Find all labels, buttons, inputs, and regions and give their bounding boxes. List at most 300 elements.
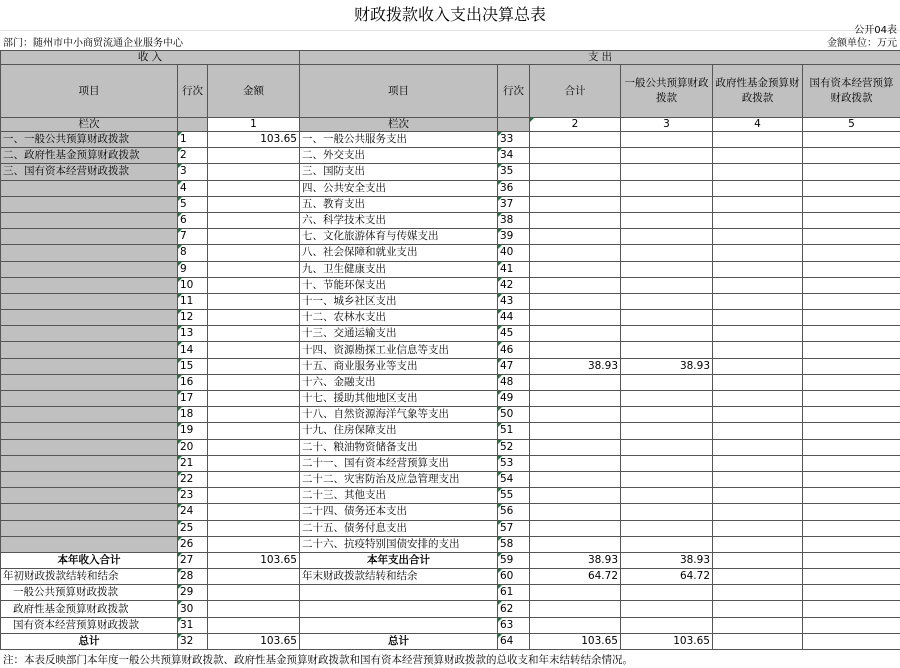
income-rowno-cell[interactable]: 13 [178,326,208,342]
state-capital-cell[interactable] [803,601,900,617]
general-budget-cell[interactable] [621,617,713,633]
income-item-cell[interactable] [1,488,178,504]
income-rowno-cell[interactable]: 22 [178,471,208,487]
expense-summary-item[interactable] [300,601,498,617]
gov-fund-cell[interactable] [713,455,803,471]
expense-item-cell[interactable]: 八、社会保障和就业支出 [300,245,498,261]
income-rowno-cell[interactable]: 1 [178,132,208,148]
expense-summary-item[interactable] [300,585,498,601]
total-cell[interactable] [530,132,621,148]
total-header: 合计 [530,65,621,118]
income-rowno-cell[interactable]: 6 [178,212,208,228]
general-budget-cell[interactable] [621,601,713,617]
income-rowno-cell[interactable]: 9 [178,261,208,277]
income-rowno-cell[interactable]: 15 [178,358,208,374]
income-rowno-cell[interactable]: 16 [178,374,208,390]
expense-item-cell[interactable]: 十一、城乡社区支出 [300,293,498,309]
expense-rowno-cell[interactable]: 63 [498,617,530,633]
expense-rowno-cell[interactable]: 34 [498,148,530,164]
income-rowno-cell[interactable]: 12 [178,310,208,326]
gov-fund-cell[interactable] [713,229,803,245]
income-amount-cell[interactable] [208,617,300,633]
income-item-cell[interactable] [1,212,178,228]
state-capital-cell[interactable] [803,471,900,487]
gov-fund-cell[interactable] [713,180,803,196]
state-capital-cell[interactable] [803,488,900,504]
expense-rowno-cell[interactable]: 48 [498,374,530,390]
expense-rowno-cell[interactable]: 51 [498,423,530,439]
expense-rowno-cell[interactable]: 35 [498,164,530,180]
expense-item-cell[interactable]: 四、公共安全支出 [300,180,498,196]
state-capital-cell[interactable] [803,407,900,423]
expense-item-cell[interactable]: 十三、交通运输支出 [300,326,498,342]
gov-fund-cell[interactable] [713,132,803,148]
gov-fund-cell[interactable] [713,488,803,504]
gov-fund-cell[interactable] [713,212,803,228]
income-item-cell[interactable]: 三、国有资本经营财政拨款 [1,164,178,180]
gov-fund-cell[interactable] [713,342,803,358]
gov-fund-cell[interactable] [713,196,803,212]
income-rowno-cell[interactable]: 30 [178,601,208,617]
general-budget-cell[interactable] [621,455,713,471]
expense-item-cell[interactable]: 五、教育支出 [300,196,498,212]
income-rowno-cell[interactable]: 25 [178,520,208,536]
general-budget-cell[interactable] [621,326,713,342]
expense-rowno-cell[interactable]: 53 [498,455,530,471]
gov-fund-cell[interactable] [713,391,803,407]
income-item-cell[interactable] [1,342,178,358]
general-budget-cell[interactable] [621,212,713,228]
col-label-expense: 栏次 [300,118,498,132]
expense-item-cell[interactable]: 九、卫生健康支出 [300,261,498,277]
general-budget-cell[interactable] [621,439,713,455]
state-capital-cell[interactable] [803,633,900,649]
general-budget-cell[interactable] [621,504,713,520]
expense-summary-item[interactable]: 总计 [300,633,498,649]
income-item-cell[interactable] [1,471,178,487]
gov-fund-cell[interactable] [713,536,803,552]
income-amount-cell[interactable]: 103.65 [208,633,300,649]
state-capital-cell[interactable] [803,617,900,633]
expense-rowno-cell[interactable]: 50 [498,407,530,423]
income-item-cell[interactable] [1,407,178,423]
income-amount-cell[interactable] [208,569,300,585]
expense-item-cell[interactable]: 一、一般公共服务支出 [300,132,498,148]
income-amount-cell[interactable] [208,164,300,180]
gov-fund-cell[interactable] [713,407,803,423]
gov-fund-cell[interactable] [713,148,803,164]
income-item-cell[interactable] [1,196,178,212]
state-capital-cell[interactable] [803,148,900,164]
general-budget-cell[interactable] [621,261,713,277]
expense-rowno-cell[interactable]: 56 [498,504,530,520]
expense-rowno-cell[interactable]: 47 [498,358,530,374]
income-amount-cell[interactable] [208,245,300,261]
table-row [1,310,900,326]
gov-fund-cell[interactable] [713,504,803,520]
expense-item-cell[interactable]: 十五、商业服务业等支出 [300,358,498,374]
income-amount-cell[interactable] [208,455,300,471]
expense-rowno-cell[interactable]: 38 [498,212,530,228]
expense-item-cell[interactable]: 二十六、抗疫特别国债安排的支出 [300,536,498,552]
income-item-cell[interactable] [1,504,178,520]
income-rowno-cell[interactable]: 24 [178,504,208,520]
income-rowno-cell[interactable]: 4 [178,180,208,196]
income-amount-cell[interactable] [208,471,300,487]
gov-fund-cell[interactable] [713,277,803,293]
gov-fund-cell[interactable] [713,245,803,261]
income-item-cell[interactable] [1,229,178,245]
income-rowno-cell[interactable]: 17 [178,391,208,407]
expense-rowno-cell[interactable]: 43 [498,293,530,309]
expense-item-cell[interactable]: 二十一、国有资本经营预算支出 [300,455,498,471]
income-amount-cell[interactable] [208,439,300,455]
general-budget-cell[interactable] [621,277,713,293]
income-item-cell[interactable] [1,326,178,342]
expense-rowno-cell[interactable]: 46 [498,342,530,358]
general-budget-cell[interactable] [621,391,713,407]
expense-rowno-cell[interactable]: 55 [498,488,530,504]
expense-summary-item[interactable]: 年末财政拨款结转和结余 [300,569,498,585]
total-cell[interactable] [530,423,621,439]
gov-fund-cell[interactable] [713,585,803,601]
state-capital-cell[interactable] [803,552,900,568]
general-budget-cell[interactable] [621,374,713,390]
state-capital-cell[interactable] [803,391,900,407]
total-cell[interactable] [530,504,621,520]
income-rowno-cell[interactable]: 11 [178,293,208,309]
table-row [1,132,900,148]
income-item-cell[interactable] [1,455,178,471]
expense-item-cell[interactable]: 二十、粮油物资储备支出 [300,439,498,455]
expense-rowno-cell[interactable]: 62 [498,601,530,617]
income-rowno-cell[interactable]: 2 [178,148,208,164]
general-budget-cell[interactable] [621,293,713,309]
expense-item-cell[interactable]: 二十二、灾害防治及应急管理支出 [300,471,498,487]
expense-rowno-cell[interactable]: 59 [498,552,530,568]
income-item-cell[interactable] [1,261,178,277]
state-capital-cell[interactable] [803,585,900,601]
expense-rowno-cell[interactable]: 61 [498,585,530,601]
income-amount-cell[interactable] [208,342,300,358]
gov-fund-cell[interactable] [713,633,803,649]
income-rowno-header: 行次 [178,65,208,118]
gov-fund-cell[interactable] [713,310,803,326]
gov-fund-cell[interactable] [713,569,803,585]
income-item-cell[interactable] [1,180,178,196]
income-summary-item[interactable]: 国有资本经营预算财政拨款 [1,617,178,633]
general-budget-cell[interactable] [621,471,713,487]
income-rowno-cell[interactable]: 31 [178,617,208,633]
expense-item-cell[interactable]: 二、外交支出 [300,148,498,164]
income-rowno-cell[interactable]: 8 [178,245,208,261]
state-capital-cell[interactable] [803,293,900,309]
income-amount-cell[interactable] [208,148,300,164]
table-row [1,212,900,228]
general-budget-cell[interactable] [621,148,713,164]
income-amount-cell[interactable] [208,212,300,228]
expense-item-cell[interactable]: 十四、资源勘探工业信息等支出 [300,342,498,358]
expense-rowno-cell[interactable]: 44 [498,310,530,326]
gov-fund-cell[interactable] [713,601,803,617]
income-rowno-cell[interactable]: 29 [178,585,208,601]
total-cell[interactable] [530,229,621,245]
income-item-cell[interactable] [1,293,178,309]
income-summary-item[interactable]: 年初财政拨款结转和结余 [1,569,178,585]
income-rowno-cell[interactable]: 14 [178,342,208,358]
income-amount-cell[interactable] [208,310,300,326]
state-capital-cell[interactable] [803,374,900,390]
income-amount-cell[interactable] [208,391,300,407]
income-summary-item[interactable]: 本年收入合计 [1,552,178,568]
income-rowno-cell[interactable]: 19 [178,423,208,439]
total-cell[interactable]: 38.93 [530,358,621,374]
total-cell[interactable] [530,407,621,423]
expense-rowno-cell[interactable]: 39 [498,229,530,245]
state-capital-cell[interactable] [803,504,900,520]
gov-fund-cell[interactable] [713,326,803,342]
state-capital-cell[interactable] [803,310,900,326]
state-capital-cell[interactable] [803,358,900,374]
income-amount-cell[interactable] [208,407,300,423]
general-budget-cell[interactable] [621,585,713,601]
state-capital-cell[interactable] [803,261,900,277]
income-rowno-cell[interactable]: 28 [178,569,208,585]
gov-fund-cell[interactable] [713,164,803,180]
total-cell[interactable] [530,293,621,309]
income-item-cell[interactable] [1,520,178,536]
expense-rowno-cell[interactable]: 52 [498,439,530,455]
expense-item-cell[interactable]: 十九、住房保障支出 [300,423,498,439]
income-item-cell[interactable] [1,245,178,261]
income-amount-cell[interactable] [208,358,300,374]
state-capital-cell[interactable] [803,536,900,552]
income-item-cell[interactable] [1,277,178,293]
gov-fund-cell[interactable] [713,374,803,390]
income-amount-cell[interactable] [208,229,300,245]
general-budget-cell[interactable] [621,488,713,504]
gov-fund-cell[interactable] [713,293,803,309]
expense-summary-item[interactable] [300,617,498,633]
income-item-cell[interactable] [1,439,178,455]
income-amount-cell[interactable] [208,293,300,309]
total-cell[interactable] [530,326,621,342]
total-cell[interactable] [530,585,621,601]
expense-rowno-cell[interactable]: 37 [498,196,530,212]
total-cell[interactable] [530,391,621,407]
gov-fund-cell[interactable] [713,358,803,374]
expense-item-cell[interactable]: 三、国防支出 [300,164,498,180]
income-rowno-cell[interactable]: 3 [178,164,208,180]
general-budget-cell[interactable] [621,310,713,326]
state-capital-cell[interactable] [803,180,900,196]
general-budget-cell[interactable] [621,132,713,148]
expense-item-cell[interactable]: 二十四、债务还本支出 [300,504,498,520]
expense-rowno-cell[interactable]: 36 [498,180,530,196]
total-cell[interactable]: 64.72 [530,569,621,585]
total-cell[interactable] [530,520,621,536]
total-cell[interactable] [530,536,621,552]
expense-item-cell[interactable]: 十八、自然资源海洋气象等支出 [300,407,498,423]
total-cell[interactable] [530,277,621,293]
form-code: 公开04表 [854,25,897,36]
expense-summary-item[interactable]: 本年支出合计 [300,552,498,568]
income-rowno-cell[interactable]: 7 [178,229,208,245]
total-cell[interactable] [530,148,621,164]
total-cell[interactable] [530,196,621,212]
total-cell[interactable]: 103.65 [530,633,621,649]
income-summary-item[interactable]: 政府性基金预算财政拨款 [1,601,178,617]
income-rowno-cell[interactable]: 20 [178,439,208,455]
state-capital-cell[interactable] [803,212,900,228]
income-amount-cell[interactable] [208,180,300,196]
income-rowno-cell[interactable]: 27 [178,552,208,568]
state-capital-cell[interactable] [803,342,900,358]
general-budget-cell[interactable] [621,536,713,552]
expense-item-cell[interactable]: 十二、农林水支出 [300,310,498,326]
expense-item-cell[interactable]: 十、节能环保支出 [300,277,498,293]
expense-rowno-cell[interactable]: 49 [498,391,530,407]
state-capital-cell[interactable] [803,132,900,148]
total-cell[interactable] [530,488,621,504]
total-cell[interactable] [530,212,621,228]
income-amount-cell[interactable] [208,326,300,342]
gov-fund-cell[interactable] [713,261,803,277]
col-number-3: 3 [621,118,713,132]
general-budget-cell[interactable] [621,180,713,196]
gov-fund-cell[interactable] [713,423,803,439]
income-item-cell[interactable] [1,391,178,407]
general-budget-cell[interactable] [621,164,713,180]
gov-fund-cell[interactable] [713,520,803,536]
income-summary-item[interactable]: 总计 [1,633,178,649]
total-cell[interactable] [530,439,621,455]
income-item-cell[interactable] [1,358,178,374]
state-capital-cell[interactable] [803,520,900,536]
total-cell[interactable] [530,245,621,261]
state-capital-cell[interactable] [803,326,900,342]
expense-rowno-cell[interactable]: 60 [498,569,530,585]
col-empty [498,118,530,132]
income-amount-cell[interactable] [208,423,300,439]
expense-rowno-cell[interactable]: 42 [498,277,530,293]
expense-item-cell[interactable]: 七、文化旅游体育与传媒支出 [300,229,498,245]
income-amount-cell[interactable]: 103.65 [208,132,300,148]
income-amount-cell[interactable] [208,261,300,277]
expense-item-cell[interactable]: 二十三、其他支出 [300,488,498,504]
income-amount-cell[interactable] [208,488,300,504]
income-rowno-cell[interactable]: 5 [178,196,208,212]
income-item-cell[interactable] [1,423,178,439]
total-cell[interactable] [530,601,621,617]
gov-fund-cell[interactable] [713,617,803,633]
state-capital-cell[interactable] [803,277,900,293]
total-cell[interactable] [530,164,621,180]
income-summary-item[interactable]: 一般公共预算财政拨款 [1,585,178,601]
general-budget-cell[interactable] [621,196,713,212]
income-item-cell[interactable] [1,374,178,390]
expense-item-cell[interactable]: 十六、金融支出 [300,374,498,390]
income-amount-cell[interactable] [208,374,300,390]
total-cell[interactable] [530,374,621,390]
state-capital-cell[interactable] [803,439,900,455]
total-cell[interactable] [530,180,621,196]
income-item-cell[interactable] [1,310,178,326]
total-cell[interactable] [530,310,621,326]
state-capital-cell[interactable] [803,196,900,212]
income-item-cell[interactable]: 一、一般公共预算财政拨款 [1,132,178,148]
expense-item-cell[interactable]: 六、科学技术支出 [300,212,498,228]
income-rowno-cell[interactable]: 26 [178,536,208,552]
expense-rowno-cell[interactable]: 40 [498,245,530,261]
total-cell[interactable] [530,342,621,358]
general-budget-cell[interactable] [621,229,713,245]
col-number-5: 5 [803,118,900,132]
general-budget-cell[interactable] [621,520,713,536]
income-amount-cell[interactable] [208,196,300,212]
total-cell[interactable] [530,617,621,633]
expense-rowno-cell[interactable]: 45 [498,326,530,342]
general-budget-cell[interactable] [621,245,713,261]
general-budget-cell[interactable]: 103.65 [621,633,713,649]
income-rowno-cell[interactable]: 18 [178,407,208,423]
table-row [1,455,900,471]
general-budget-cell[interactable] [621,407,713,423]
income-amount-cell[interactable] [208,520,300,536]
income-rowno-cell[interactable]: 23 [178,488,208,504]
income-amount-cell[interactable] [208,601,300,617]
total-cell[interactable]: 38.93 [530,552,621,568]
general-budget-cell[interactable]: 64.72 [621,569,713,585]
income-rowno-cell[interactable]: 10 [178,277,208,293]
expense-header: 支 出 [300,51,900,65]
gov-fund-cell[interactable] [713,552,803,568]
income-amount-cell[interactable] [208,536,300,552]
state-capital-cell[interactable] [803,229,900,245]
income-item-cell[interactable]: 二、政府性基金预算财政拨款 [1,148,178,164]
total-cell[interactable] [530,261,621,277]
state-capital-cell[interactable] [803,164,900,180]
general-budget-cell[interactable] [621,342,713,358]
state-capital-cell[interactable] [803,569,900,585]
state-capital-cell[interactable] [803,245,900,261]
income-item-cell[interactable] [1,536,178,552]
income-amount-cell[interactable] [208,277,300,293]
income-rowno-cell[interactable]: 32 [178,633,208,649]
expense-rowno-cell[interactable]: 58 [498,536,530,552]
general-budget-cell[interactable] [621,423,713,439]
gov-fund-cell[interactable] [713,439,803,455]
expense-rowno-cell[interactable]: 57 [498,520,530,536]
expense-rowno-cell[interactable]: 33 [498,132,530,148]
gov-fund-cell[interactable] [713,471,803,487]
general-budget-cell[interactable]: 38.93 [621,552,713,568]
state-capital-cell[interactable] [803,423,900,439]
total-cell[interactable] [530,471,621,487]
income-amount-cell[interactable] [208,504,300,520]
income-amount-cell[interactable]: 103.65 [208,552,300,568]
total-cell[interactable] [530,455,621,471]
income-rowno-cell[interactable]: 21 [178,455,208,471]
expense-rowno-cell[interactable]: 54 [498,471,530,487]
income-amount-cell[interactable] [208,585,300,601]
state-capital-cell[interactable] [803,455,900,471]
expense-rowno-cell[interactable]: 64 [498,633,530,649]
expense-rowno-cell[interactable]: 41 [498,261,530,277]
general-budget-cell[interactable]: 38.93 [621,358,713,374]
expense-item-cell[interactable]: 十七、援助其他地区支出 [300,391,498,407]
expense-item-cell[interactable]: 二十五、债务付息支出 [300,520,498,536]
